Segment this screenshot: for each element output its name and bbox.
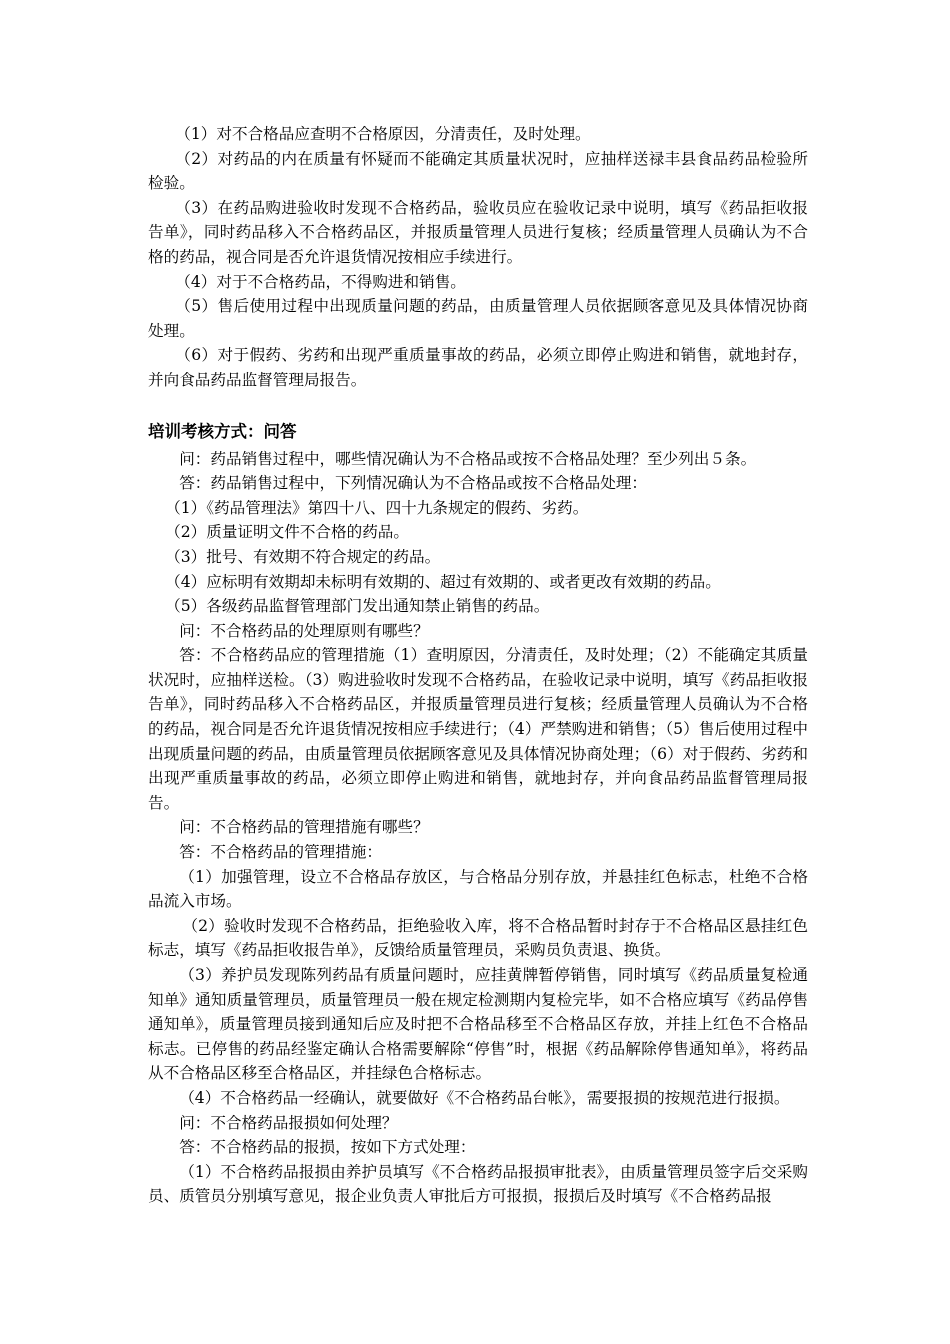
section-heading: 培训考核方式：问答 xyxy=(148,421,297,441)
answer: 答：不合格药品的报损，按如下方式处理： xyxy=(179,1138,476,1157)
document-body xyxy=(148,122,808,1209)
paragraph: （2）对药品的内在质量有怀疑而不能确定其质量状况时，应抽样送禄丰县食品药品检验所检验。 xyxy=(148,149,808,193)
question: 问：不合格药品的处理原则有哪些？ xyxy=(179,621,429,640)
question: 问：不合格药品的管理措施有哪些？ xyxy=(179,818,429,837)
answer: 答：不合格药品的管理措施： xyxy=(179,843,382,862)
section-gap xyxy=(148,393,808,419)
paragraph: （3）在药品购进验收时发现不合格药品，验收员应在验收记录中说明，填写《药品拒收报告单》，同时药品移入不合格药品区，并报质量管理人员进行复核；经质量管理人员确认为不合格的药品，视合同是否允许退货情况按相应手续进行。 xyxy=(148,198,808,266)
question: 问：药品销售过程中，哪些情况确认为不合格品或按不合格品处理？至少列出５条。 xyxy=(179,449,757,468)
paragraph: （6）对于假药、劣药和出现严重质量事故的药品，必须立即停止购进和销售，就地封存，并向食品药品监督管理局报告。 xyxy=(148,346,808,389)
answer: 答：不合格药品应的管理措施（1）查明原因，分清责任，及时处理；（2）不能确定其质量状况时，应抽样送检。（3）购进验收时发现不合格药品，在验收记录中说明，填写《药品拒收报告单》，同时药品移入不合格药品区，并报质量管理员进行复核；经质量管理人员确认为不合格的药品，视合同是否允许退货情况按相应手续进行；（4）严禁购进和销售；（5）售后使用过程中出现质量问题的药品，由质量管理员依据顾客意见及具体情况协商处理；（6）对于假药、劣药和出现严重质量事故的药品，必须立即停止购进和销售，就地封存，并向食品药品监督管理局报告。 xyxy=(148,646,808,812)
list-item: （1）《药品管理法》第四十八、四十九条规定的假药、劣药。 xyxy=(165,498,589,517)
list-item: （5）各级药品监督管理部门发出通知禁止销售的药品。 xyxy=(165,597,550,616)
list-item: （4）不合格药品一经确认，就要做好《不合格药品台帐》，需要报损的按规范进行报损。 xyxy=(179,1088,790,1107)
paragraph: （5）售后使用过程中出现质量问题的药品，由质量管理人员依据顾客意见及具体情况协商处理。 xyxy=(148,297,808,340)
list-item: （3）养护员发现陈列药品有质量问题时，应挂黄牌暂停销售，同时填写《药品质量复检通知单》通知质量管理员，质量管理员一般在规定检测期内复检完毕，如不合格应填写《药品停售通知单》，质量管理员接到通知后应及时把不合格品移至不合格品区存放，并挂上红色不合格品标志。已停售的药品经鉴定确认合格需要解除“停售”时，根据《药品解除停售通知单》，将药品从不合格品区移至合格品区，并挂绿色合格标志。 xyxy=(148,966,808,1083)
paragraph: （1）对不合格品应查明不合格原因，分清责任，及时处理。 xyxy=(175,125,591,143)
list-item: （1）加强管理，设立不合格品存放区，与合格品分别存放，并悬挂红色标志，杜绝不合格品流入市场。 xyxy=(148,867,808,911)
list-item: （1）不合格药品报损由养护员填写《不合格药品报损审批表》，由质量管理员签字后交采购员、质管员分别填写意见，报企业负责人审批后方可报损，报损后及时填写《不合格药品报 xyxy=(148,1162,808,1206)
list-item: （2）验收时发现不合格药品，拒绝验收入库，将不合格品暂时封存于不合格品区悬挂红色标志，填写《药品拒收报告单》，反馈给质量管理员，采购员负责退、换货。 xyxy=(148,916,808,960)
paragraph: （4）对于不合格药品，不得购进和销售。 xyxy=(175,272,466,291)
question: 问：不合格药品报损如何处理？ xyxy=(179,1113,398,1132)
answer: 答：药品销售过程中，下列情况确认为不合格品或按不合格品处理： xyxy=(179,474,648,493)
list-item: （4）应标明有效期却未标明有效期的、超过有效期的、或者更改有效期的药品。 xyxy=(165,572,721,591)
list-item: （3）批号、有效期不符合规定的药品。 xyxy=(165,547,441,566)
list-item: （2）质量证明文件不合格的药品。 xyxy=(165,523,409,542)
